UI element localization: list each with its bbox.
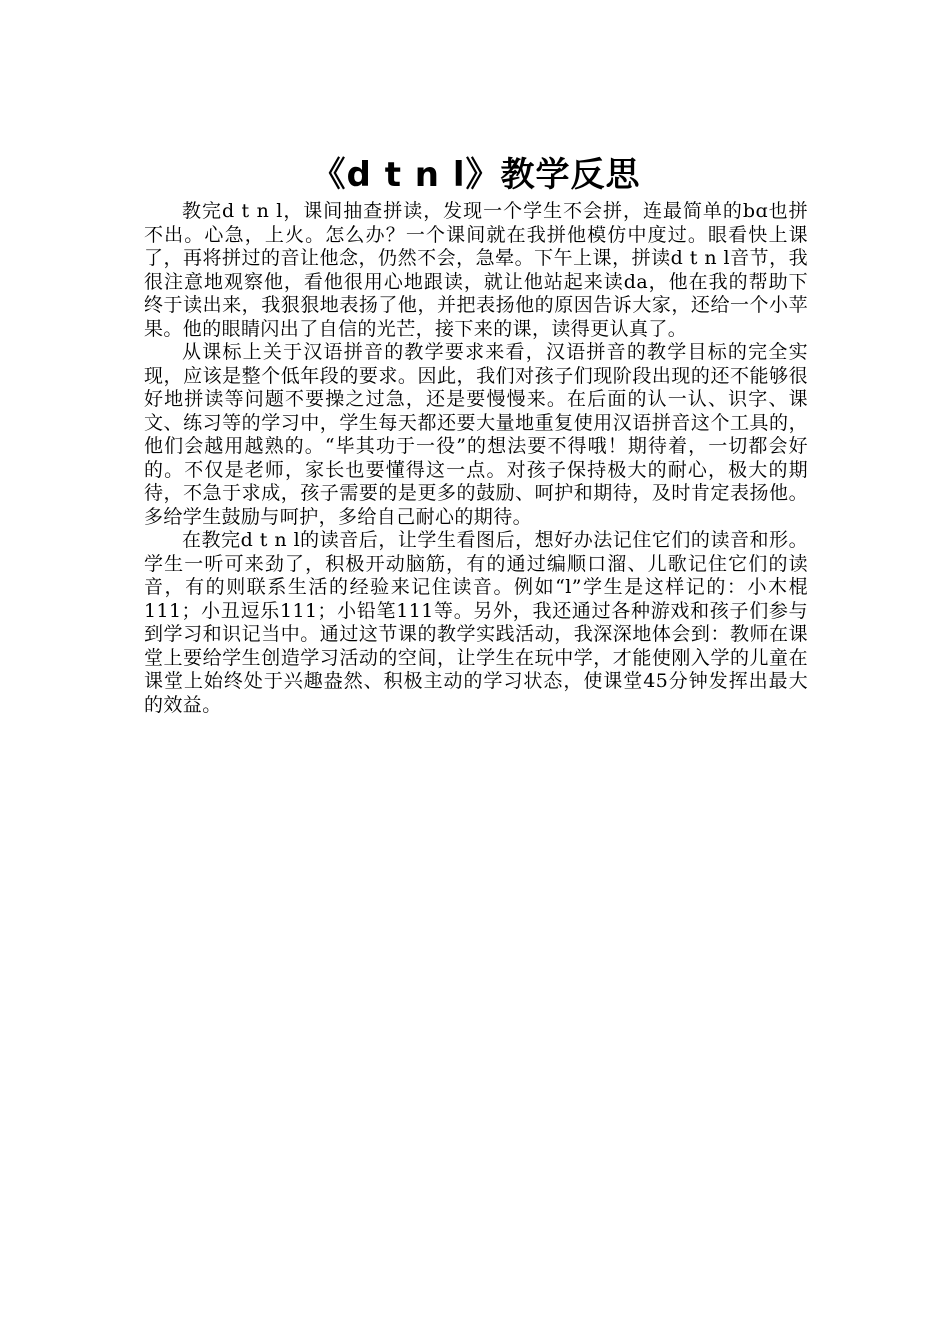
paragraph-2: 从课标上关于汉语拼音的教学要求来看，汉语拼音的教学目标的完全实现，应该是整个低年段的要求。因此，我们对孩子们现阶段出现的还不能够很好地拼读等问题不要操之过急，还是要慢慢来。在后面的认一认、识字、课文、练习等的学习中，学生每天都还要大量地重复使用汉语拼音这个工具的，他们会越用越熟的。“毕其功于一役”的想法要不得哦！期待着，一切都会好的。不仅是老师，家长也要懂得这一点。对孩子保持极大的耐心，极大的期待，不急于求成，孩子需要的是更多的鼓励、呵护和期待，及时肯定表扬他。多给学生鼓励与呵护，多给自己耐心的期待。 (144, 341, 808, 528)
document-body (144, 150, 808, 717)
paragraph-1: 教完d t n l，课间抽查拼读，发现一个学生不会拼，连最简单的bɑ也拼不出。心急，上火。怎么办？一个课间就在我拼他模仿中度过。眼看快上课了，再将拼过的音让他念，仍然不会，急晕。下午上课，拼读d t n l音节，我很注意地观察他，看他很用心地跟读，就让他站起来读da，他在我的帮助下终于读出来，我狠狠地表扬了他，并把表扬他的原因告诉大家，还给一个小苹果。他的眼睛闪出了自信的光芒，接下来的课，读得更认真了。 (144, 200, 808, 340)
paragraph-3: 在教完d t n l的读音后，让学生看图后，想好办法记住它们的读音和形。学生一听可来劲了，积极开动脑筋，有的通过编顺口溜、儿歌记住它们的读音，有的则联系生活的经验来记住读音。例如“l”学生是这样记的：小木棍111；小丑逗乐111；小铅笔111等。另外，我还通过各种游戏和孩子们参与到学习和识记当中。通过这节课的教学实践活动，我深深地体会到：教师在课堂上要给学生创造学习活动的空间，让学生在玩中学，才能使刚入学的儿童在课堂上始终处于兴趣盎然、积极主动的学习状态，使课堂45分钟发挥出最大的效益。 (144, 529, 808, 716)
document-title: 《d t n l》教学反思 (311, 155, 641, 195)
